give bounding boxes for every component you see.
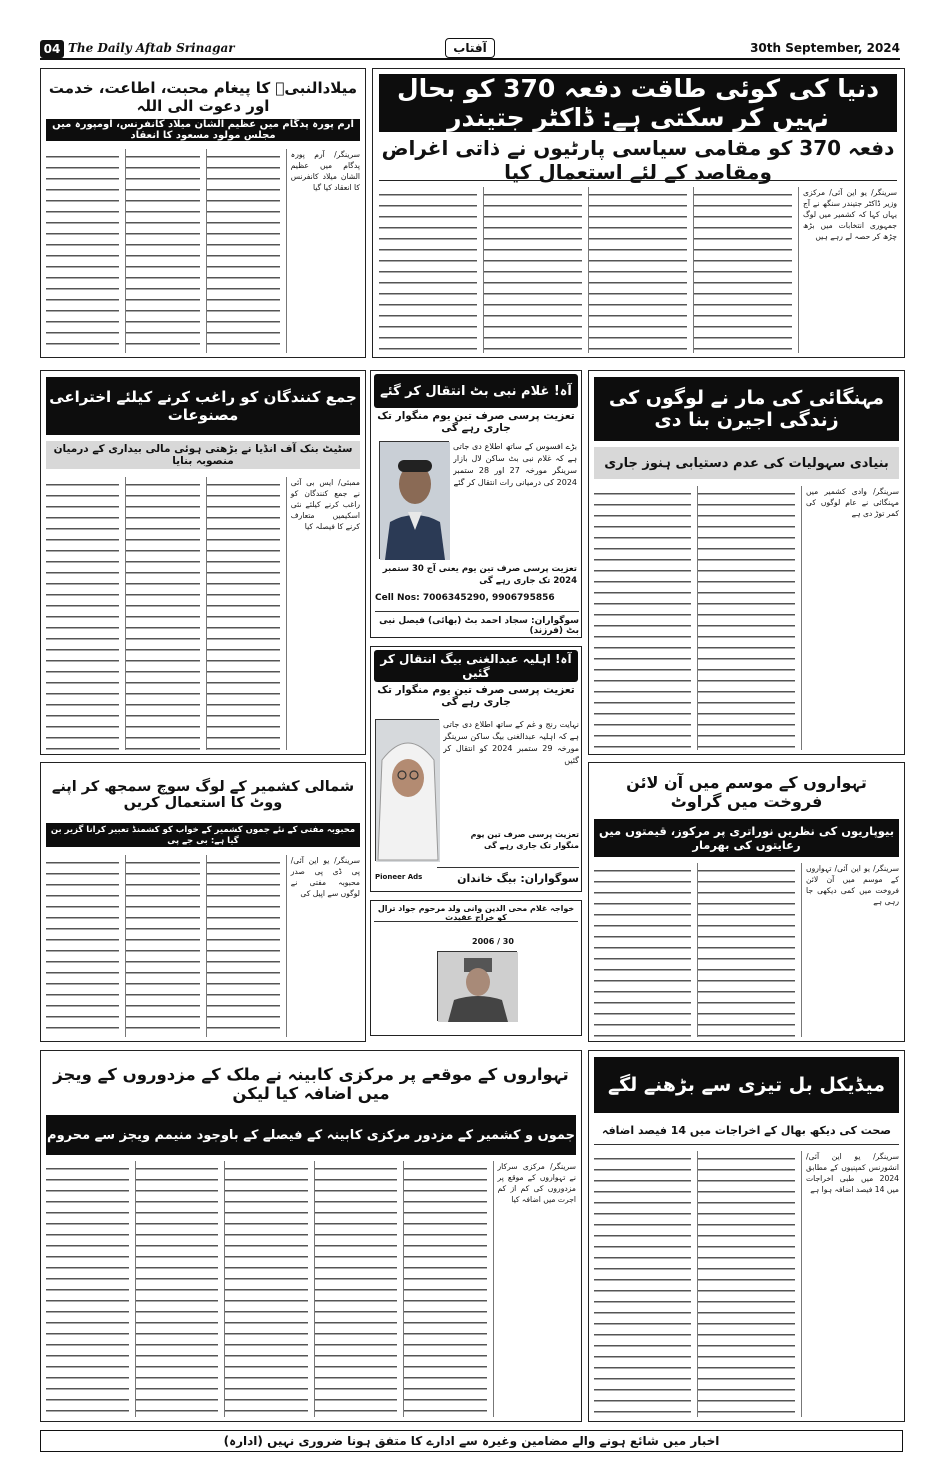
story-milad-conference [40,68,366,358]
issue-date: 30th September, 2024 [750,41,900,55]
subhead: دفعہ 370 کو مقامی سیاسی پارٹیوں نے ذاتی اغراض ومقاصد کے لئے استعمال کیا [379,139,897,181]
contact-phones: Cell Nos: 7006345290, 9906795856 [375,593,555,603]
subhead: بیوپاریوں کی نظریں نوراتری پر مرکوز، قیمتوں میں رعایتوں کی بھرمار [594,819,899,857]
subhead: محبوبہ مفتی کے نئے جموں کشمیر کے خواب کو کشمنڈ تعبیر کرانا گزیر بن گیا ہے: بی جے پی [46,823,360,847]
column-text-lines [314,1161,398,1417]
column-text-lines [125,477,199,750]
column-text-lines [693,187,792,353]
portrait-icon [438,952,518,1022]
subhead: سٹیٹ بنک آف انڈیا نے بڑھتی ہوئی مالی بیداری کے درمیان منصوبہ بنایا [46,441,360,469]
headline: میڈیکل بل تیزی سے بڑھنے لگے [594,1057,899,1113]
masthead-logo: آفتاب [445,38,495,58]
obit-body: نہایت رنج و غم کے ساتھ اطلاع دی جاتی ہے کہ اہلیہ عبدالغنی بیگ ساکن سرینگر مورخہ 29 ستمبر 2024 کو انتقال کر گئیں [443,720,579,765]
obit-body: بڑے افسوس کے ساتھ اطلاع دی جاتی ہے کہ غلام نبی بٹ ساکن لال بازار سرینگر مورخہ 27 اور 28 ستمبر 2024 کی درمیانی رات انتقال کر گئے [453,442,577,487]
subhead: جموں و کشمیر کے مزدور مرکزی کابینہ کے فیصلے کے باوجود منیمم ویجز سے محروم [46,1115,576,1155]
page-number: 04 [40,40,64,58]
column-text-lines [46,149,119,353]
article-columns [594,486,899,750]
story-medical-bills [588,1050,905,1422]
column-text-lines [206,477,280,750]
column-text-lines [379,187,477,353]
column-text-lines [594,863,691,1037]
column-text: سرینگر/ یو این آئی/ تہواروں کے موسم میں آن لائن فروخت میں کمی دیکھی جا رہی ہے [801,863,899,1037]
column-text: سرینگر/ مرکزی سرکار نے تہواروں کے موقع پر مزدوروں کی کم از کم اجرت میں اضافہ کیا [493,1161,577,1417]
column-text: ممبئی/ ایس بی آئی نے جمع کنندگان کو راغب کرنے کیلئے نئی اسکیمیں متعارف کرنے کا فیصلہ کیا [286,477,360,750]
article-columns [594,863,899,1037]
tribute-title: خواجہ غلام محی الدین وانی ولد مرحوم جواد ترال کو خراج عقیدت [374,904,578,922]
editorial-disclaimer: اخبار میں شائع ہونے والے مضامین وغیرہ سے ادارے کا متفق ہونا ضروری نہیں (ادارہ) [40,1430,903,1452]
tribute-years: 2006 / 30 [472,937,514,946]
column-text-lines [224,1161,308,1417]
subhead: صحت کی دیکھ بھال کے اخراجات میں 14 فیصد اضافہ [594,1117,899,1145]
headline: میلادالنبیؐ کا پیغام محبت، اطاعت، خدمت اور دعوت الی اللہ [46,77,360,117]
advertiser-credit: Pioneer Ads [375,873,423,881]
headline: تہواروں کے موسم میں آن لائن فروخت میں گراوٹ [594,767,899,817]
subhead: آرم پورہ پدگام میں عظیم الشان میلاد کانفرنس، اومپورہ میں مجلس مولود مسعود کا انعقاد [46,119,360,141]
obit-mourners: سوگواران: سجاد احمد بٹ (بھائی) فیصل نبی بٹ (فرزند) [375,611,579,633]
article-columns [46,149,360,353]
column-text-lines [588,187,687,353]
column-text-lines [697,1151,795,1417]
story-online-sales [588,762,905,1042]
story-inflation [588,370,905,755]
column-text: سرینگر/ یو این آئی/ انشورنس کمپنیوں کے مطابق 2024 میں طبی اخراجات میں 14 فیصد اضافہ ہوا ہے [801,1151,899,1417]
column-text: سرینگر/ آرم پورہ پدگام میں عظیم الشان میلاد کانفرنس کا انعقاد کیا گیا [286,149,360,353]
subhead: بنیادی سہولیات کی عدم دستیابی ہنوز جاری [594,447,899,479]
obit-tazi: تعزیت پرسی صرف تین یوم یعنی آج 30 ستمبر 2024 تک جاری رہے گی [382,564,577,586]
column-text: سرینگر/ یو این آئی/ پی ڈی پی صدر محبوبہ مفتی نے لوگوں سے اپیل کی [286,855,360,1037]
column-text-lines [46,1161,129,1417]
column-text-lines [135,1161,219,1417]
article-columns [379,187,897,353]
column-text-lines [403,1161,487,1417]
obit-mourners: سوگواران: بیگ خاندان [437,867,579,889]
column-text-lines [46,855,119,1037]
tribute-photo [437,951,517,1021]
portrait-icon [376,720,440,862]
obit-subtitle: تعزیت پرسی صرف تین یوم منگوار تک جاری رہے گی [374,685,578,707]
column-text-lines [206,855,280,1037]
portrait-icon [380,442,450,560]
obit-title: آہ! غلام نبی بٹ انتقال کر گئے [374,374,578,408]
portrait-photo [379,441,449,559]
headline: جمع کنندگان کو راغب کرنے کیلئے اختراعی مصنوعات [46,377,360,435]
column-text: سرینگر/ یو این آئی/ مرکزی وزیر ڈاکٹر جتیندر سنگھ نے آج یہاں کہا کہ کشمیر میں لوگ جمہوری انتخابات میں بڑھ چڑھ کر حصہ لے رہے ہیں [798,187,897,353]
headline: دنیا کی کوئی طاقت دفعہ 370 کو بحال نہیں کر سکتی ہے: ڈاکٹر جتیندر [379,74,897,132]
column-text-lines [697,486,795,750]
column-text-lines [594,1151,691,1417]
obituary-ghulam-nabi-bhat [370,370,582,638]
column-text-lines [697,863,795,1037]
tribute-box [370,900,582,1036]
article-columns [46,855,360,1037]
headline: شمالی کشمیر کے لوگ سوچ سمجھ کر اپنے ووٹ کا استعمال کریں [46,769,360,821]
obituary-begh [370,646,582,892]
story-minimum-wages [40,1050,582,1422]
story-sbi-deposits [40,370,366,755]
column-text-lines [594,486,691,750]
article-columns [46,1161,576,1417]
article-columns [594,1151,899,1417]
obit-tazi: تعزیت پرسی صرف تین یوم منگوار تک جاری رہے گی [470,830,579,850]
column-text-lines [206,149,280,353]
portrait-photo [375,719,439,861]
story-article-370 [372,68,905,358]
column-text: سرینگر/ وادی کشمیر میں مہنگائی نے عام لوگوں کی کمر توڑ دی ہے [801,486,899,750]
column-text-lines [125,855,199,1037]
story-north-kashmir-vote [40,762,366,1042]
headline: مہنگائی کی مار نے لوگوں کی زندگی اجیرن بنا دی [594,377,899,441]
column-text-lines [46,477,119,750]
article-columns [46,477,360,750]
obit-title: آہ! اہلیہ عبدالغنی بیگ انتقال کر گئیں [374,650,578,682]
column-text-lines [125,149,199,353]
obit-subtitle: تعزیت پرسی صرف تین یوم منگوار تک جاری رہے گی [374,411,578,433]
column-text-lines [483,187,582,353]
paper-name: The Daily Aftab Srinagar [68,41,235,55]
headline: تہواروں کے موقعے پر مرکزی کابینہ نے ملک کے مزدوروں کے ویجز میں اضافہ کیا لیکن [46,1057,576,1111]
